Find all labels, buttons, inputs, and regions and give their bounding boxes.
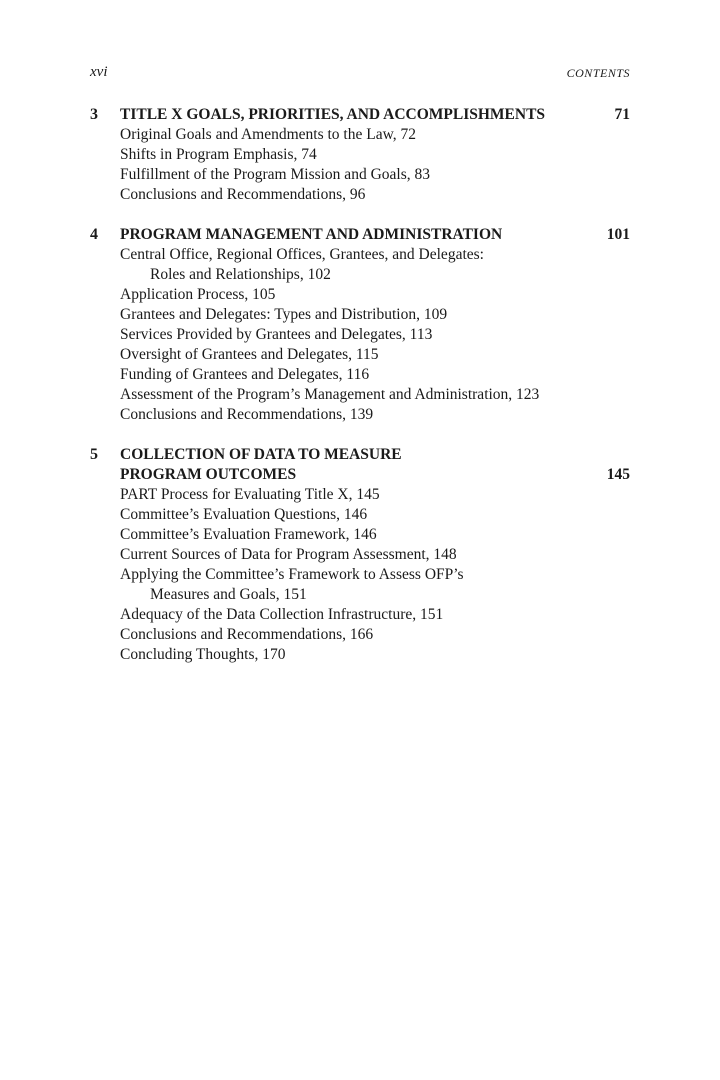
- toc-entry[interactable]: [120, 625, 630, 645]
- toc-entry[interactable]: [120, 405, 630, 425]
- toc-entry-text: PART Process for Evaluating Title X, 145: [120, 486, 380, 503]
- toc-entry[interactable]: [120, 345, 630, 365]
- toc-entry-text: Fulfillment of the Program Mission and Goals, 83: [120, 166, 430, 183]
- chapter-title-row[interactable]: [120, 105, 630, 125]
- toc-entry[interactable]: [120, 165, 630, 185]
- toc-chapter: [90, 105, 630, 205]
- toc-entry-text: Roles and Relationships, 102: [150, 266, 331, 283]
- toc-entry[interactable]: [120, 525, 630, 545]
- toc-entry[interactable]: [120, 145, 630, 165]
- toc-entry-text: Committee’s Evaluation Framework, 146: [120, 526, 377, 543]
- toc-entry-text: Current Sources of Data for Program Assessment, 148: [120, 546, 457, 563]
- toc-entry[interactable]: [120, 325, 630, 345]
- toc-entry-text: Shifts in Program Emphasis, 74: [120, 146, 317, 163]
- section-title: CONTENTS: [566, 66, 630, 80]
- toc-entry[interactable]: [120, 365, 630, 385]
- chapter-page-number: 71: [614, 106, 630, 123]
- chapter-page-number: 101: [606, 226, 630, 243]
- chapter-number: 4: [90, 226, 98, 243]
- chapter-number: 3: [90, 106, 98, 123]
- chapter-title-row[interactable]: [120, 445, 630, 485]
- toc-entry-text: Committee’s Evaluation Questions, 146: [120, 506, 368, 523]
- toc-entry-text: Concluding Thoughts, 170: [120, 646, 286, 663]
- toc-entry-text: Funding of Grantees and Delegates, 116: [120, 366, 370, 383]
- toc-entry-text: Adequacy of the Data Collection Infrastructure, 151: [120, 606, 444, 623]
- toc-entry-text: Assessment of the Program’s Management and Administration, 123: [120, 386, 540, 403]
- chapter-title: PROGRAM MANAGEMENT AND ADMINISTRATION: [120, 226, 503, 243]
- toc-entry[interactable]: [120, 485, 630, 505]
- toc-entry[interactable]: [120, 545, 630, 565]
- running-head: [90, 64, 630, 84]
- chapter-title: PROGRAM OUTCOMES: [120, 466, 297, 483]
- toc-chapter: [90, 445, 630, 665]
- table-of-contents: [90, 105, 630, 685]
- page-folio: xvi: [90, 64, 108, 80]
- toc-chapter: [90, 225, 630, 425]
- toc-entry-text: Conclusions and Recommendations, 96: [120, 186, 366, 203]
- toc-entry-text: Oversight of Grantees and Delegates, 115: [120, 346, 379, 363]
- toc-entry[interactable]: [120, 505, 630, 525]
- toc-entry-text: Applying the Committee’s Framework to Assess OFP’s: [120, 566, 464, 583]
- toc-entry-text: Services Provided by Grantees and Delegates, 113: [120, 326, 433, 343]
- toc-entry[interactable]: [120, 565, 630, 605]
- toc-entry[interactable]: [120, 385, 630, 405]
- chapter-body: [120, 445, 630, 665]
- chapter-body: [120, 225, 630, 425]
- chapter-title-row[interactable]: [120, 225, 630, 245]
- chapter-title: TITLE X GOALS, PRIORITIES, AND ACCOMPLISHMENTS: [120, 106, 546, 123]
- toc-entry[interactable]: [120, 305, 630, 325]
- toc-entry-text: Central Office, Regional Offices, Grantees, and Delegates:: [120, 246, 484, 263]
- toc-entry-text: Application Process, 105: [120, 286, 276, 303]
- chapter-page-number: 145: [606, 466, 630, 483]
- toc-entry[interactable]: [120, 605, 630, 625]
- toc-entry[interactable]: [120, 185, 630, 205]
- chapter-body: [120, 105, 630, 205]
- toc-entry-text: Conclusions and Recommendations, 166: [120, 626, 374, 643]
- toc-entry-text: Original Goals and Amendments to the Law, 72: [120, 126, 417, 143]
- toc-entry[interactable]: [120, 245, 630, 285]
- toc-entry-text: Measures and Goals, 151: [150, 586, 307, 603]
- toc-entry-text: Grantees and Delegates: Types and Distribution, 109: [120, 306, 448, 323]
- chapter-title: COLLECTION OF DATA TO MEASURE: [120, 446, 402, 463]
- toc-entry-text: Conclusions and Recommendations, 139: [120, 406, 374, 423]
- toc-entry[interactable]: [120, 645, 630, 665]
- chapter-number: 5: [90, 446, 98, 463]
- toc-entry[interactable]: [120, 285, 630, 305]
- toc-entry[interactable]: [120, 125, 630, 145]
